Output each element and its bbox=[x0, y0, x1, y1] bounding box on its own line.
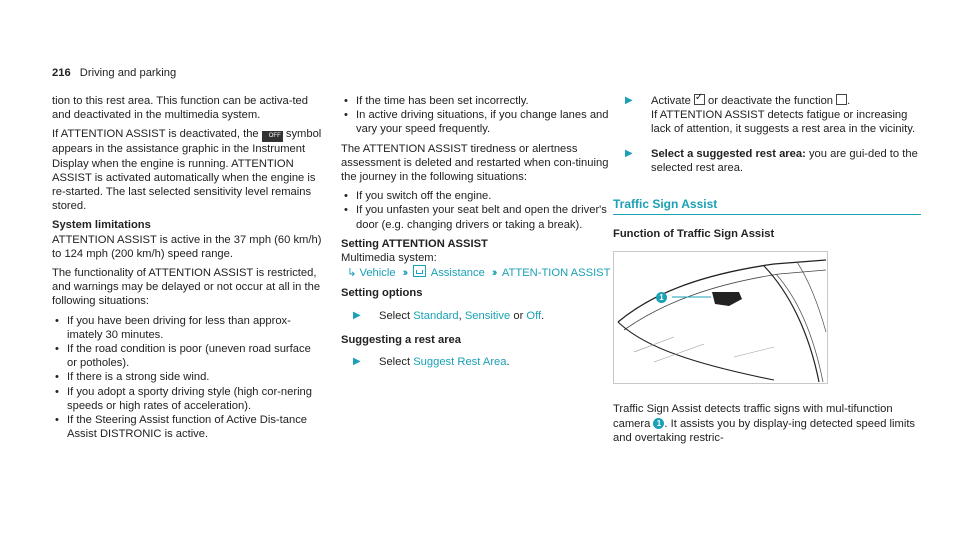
text: Traffic Sign Assist detects traffic signs with mul-tifunction camera bbox=[613, 403, 893, 430]
subheading: System limitations bbox=[52, 219, 151, 232]
checkbox-checked-icon bbox=[694, 94, 705, 105]
instruction-step bbox=[613, 147, 923, 175]
text: Select a suggested rest area: bbox=[651, 147, 806, 160]
instruction-arrow-icon: ▶ bbox=[353, 309, 361, 321]
paragraph: The ATTENTION ASSIST tiredness or alertness assessment is deleted and restarted when con-tinuing the journey in the following situations: bbox=[341, 142, 609, 184]
section-title: Driving and parking bbox=[79, 67, 177, 79]
paragraph: The functionality of ATTENTION ASSIST is restricted, and warnings may be delayed or not occur at all in the following situations: bbox=[52, 267, 321, 308]
text: or deactivate the function bbox=[708, 95, 834, 107]
instruction-arrow-icon: ▶ bbox=[353, 356, 361, 368]
double-chevron-icon: ›› bbox=[491, 267, 496, 280]
text: . bbox=[506, 356, 510, 369]
list-item: • If the Steering Assist function of Active Dis-tance Assist DISTRONIC is active. bbox=[52, 413, 322, 441]
list-item: • If you adopt a sporty driving style (high cor-nering speeds or high rates of acceleration). bbox=[52, 385, 322, 413]
windshield-camera-illustration bbox=[613, 251, 828, 384]
callout-1-icon: 1 bbox=[653, 418, 664, 429]
section-heading: Traffic Sign Assist bbox=[613, 197, 921, 215]
callout-1-icon: 1 bbox=[656, 292, 667, 303]
attention-assist-off-icon: OFF bbox=[262, 131, 283, 142]
menu-path-vehicle[interactable]: Vehicle bbox=[359, 267, 396, 280]
return-arrow-icon: ↳ bbox=[347, 267, 357, 280]
bullet-list bbox=[341, 94, 611, 137]
menu-path-attention-assist[interactable]: ATTEN-TION ASSIST bbox=[501, 267, 611, 280]
text: Multimedia system: bbox=[341, 252, 437, 265]
list-item: • In active driving situations, if you change lanes and vary your speed frequently. bbox=[341, 108, 611, 136]
instruction-step: ▶ Select Standard, Sensitive or Off. bbox=[353, 309, 545, 322]
paragraph bbox=[613, 402, 923, 445]
car-assistance-icon bbox=[413, 265, 426, 277]
bullet-list bbox=[341, 189, 611, 232]
instruction-step bbox=[341, 355, 611, 369]
page-header bbox=[52, 66, 176, 80]
list-item: • If the road condition is poor (uneven road surface or potholes). bbox=[52, 342, 322, 370]
menu-path-assistance[interactable]: Assistance bbox=[430, 267, 485, 280]
menu-path bbox=[341, 265, 611, 280]
text: . It assists you by display-ing detected speed limits and overtaking restric- bbox=[613, 417, 916, 444]
option-off[interactable]: Off bbox=[526, 309, 542, 322]
subheading: Suggesting a rest area bbox=[341, 333, 461, 346]
text: If ATTENTION ASSIST detects fatigue or increasing lack of attention, it suggests a rest area in the vicinity. bbox=[651, 109, 916, 136]
option-standard[interactable]: Standard bbox=[413, 309, 459, 322]
list-item: • If you have been driving for less than approx-imately 30 minutes. bbox=[52, 314, 322, 342]
list-item: • If there is a strong side wind. bbox=[52, 370, 322, 384]
text: or bbox=[513, 309, 524, 322]
column-1 bbox=[52, 94, 322, 446]
text: Select bbox=[379, 309, 411, 322]
subheading: Function of Traffic Sign Assist bbox=[613, 228, 775, 241]
list-item: • If the time has been set incorrectly. bbox=[341, 94, 611, 108]
column-2 bbox=[341, 94, 611, 379]
column-3 bbox=[613, 94, 923, 450]
instruction-arrow-icon: ▶ bbox=[625, 95, 633, 106]
bullet-list bbox=[52, 314, 322, 442]
instruction-arrow-icon: ▶ bbox=[625, 147, 633, 159]
text: you are gui-ded to the selected rest area. bbox=[651, 147, 918, 174]
paragraph: tion to this rest area. This function can be activa-ted and deactivated in the multimedia system. bbox=[52, 95, 309, 122]
page-number: 216 bbox=[52, 67, 71, 79]
text: Select bbox=[379, 356, 411, 369]
list-item: • If you unfasten your seat belt and open the driver's door (e.g. changing drivers or taking a break). bbox=[341, 203, 611, 231]
text: symbol appears in the assistance graphic in the Instrument Display when the engine is running. ATTENTION ASSIST is activated automatically when the engine is re-started. The last selected sensitivity level remains stored. bbox=[52, 128, 322, 213]
option-suggest-rest-area[interactable]: Suggest Rest Area bbox=[413, 356, 507, 369]
double-chevron-icon: ›› bbox=[402, 267, 407, 280]
windshield-drawing bbox=[614, 252, 827, 383]
checkbox-empty-icon bbox=[836, 94, 847, 105]
text: . bbox=[541, 309, 545, 322]
paragraph bbox=[52, 127, 322, 213]
text: Activate bbox=[651, 95, 691, 107]
option-sensitive[interactable]: Sensitive bbox=[464, 309, 511, 322]
subheading: Setting options bbox=[341, 287, 423, 300]
instruction-step: ▶ Activate ✓ or deactivate the function . If ATTENTION ASSIST detects fatigue or increasing lack of attention, it suggests a rest area in the vicinity. bbox=[613, 94, 923, 137]
paragraph: ATTENTION ASSIST is active in the 37 mph (60 km/h) to 124 mph (200 km/h) speed range. bbox=[52, 233, 322, 260]
subheading: Setting ATTENTION ASSIST bbox=[341, 237, 488, 250]
text: If ATTENTION ASSIST is deactivated, the bbox=[52, 128, 259, 141]
list-item: • If you switch off the engine. bbox=[341, 189, 611, 203]
